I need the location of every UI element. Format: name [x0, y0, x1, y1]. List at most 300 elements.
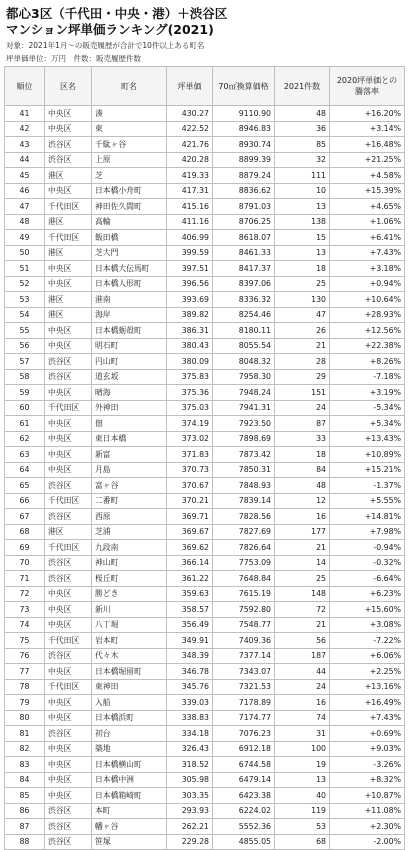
cell-change-rate: +16.49%	[330, 695, 405, 711]
cell-2021-count: 40	[275, 788, 330, 804]
cell-change-rate: -6.64%	[330, 571, 405, 587]
cell-2021-count: 28	[275, 354, 330, 370]
cell-ward: 渋谷区	[45, 152, 92, 168]
cell-tsubo-price: 370.67	[167, 478, 213, 494]
cell-town: 九段南	[92, 540, 167, 556]
cell-2021-count: 47	[275, 307, 330, 323]
cell-tsubo-price: 380.43	[167, 338, 213, 354]
cell-town: 幡ヶ谷	[92, 819, 167, 835]
cell-2021-count: 33	[275, 431, 330, 447]
cell-ward: 渋谷区	[45, 137, 92, 153]
table-row	[5, 772, 405, 788]
table-row	[5, 555, 405, 571]
cell-2021-count: 29	[275, 369, 330, 385]
cell-70sqm-price: 8417.37	[213, 261, 275, 277]
cell-70sqm-price: 7321.53	[213, 679, 275, 695]
table-row	[5, 524, 405, 540]
cell-rank: 75	[5, 633, 45, 649]
cell-town: 神山町	[92, 555, 167, 571]
cell-ward: 中央区	[45, 183, 92, 199]
cell-70sqm-price: 7958.30	[213, 369, 275, 385]
cell-change-rate: -0.32%	[330, 555, 405, 571]
cell-70sqm-price: 8879.24	[213, 168, 275, 184]
cell-change-rate: -7.18%	[330, 369, 405, 385]
cell-tsubo-price: 366.14	[167, 555, 213, 571]
table-row	[5, 478, 405, 494]
table-row	[5, 400, 405, 416]
cell-2021-count: 26	[275, 323, 330, 339]
cell-rank: 67	[5, 509, 45, 525]
cell-rank: 63	[5, 447, 45, 463]
cell-tsubo-price: 393.69	[167, 292, 213, 308]
table-row	[5, 323, 405, 339]
cell-70sqm-price: 8836.62	[213, 183, 275, 199]
table-row	[5, 230, 405, 246]
cell-70sqm-price: 7377.14	[213, 648, 275, 664]
cell-70sqm-price: 6479.14	[213, 772, 275, 788]
cell-70sqm-price: 9110.90	[213, 106, 275, 122]
cell-rank: 43	[5, 137, 45, 153]
cell-ward: 渋谷区	[45, 819, 92, 835]
cell-town: 本町	[92, 803, 167, 819]
cell-change-rate: -3.26%	[330, 757, 405, 773]
table-row	[5, 106, 405, 122]
cell-town: 新川	[92, 602, 167, 618]
cell-tsubo-price: 334.18	[167, 726, 213, 742]
cell-tsubo-price: 375.03	[167, 400, 213, 416]
cell-town: 日本橋人形町	[92, 276, 167, 292]
document-title	[6, 6, 227, 38]
cell-ward: 渋谷区	[45, 354, 92, 370]
cell-2021-count: 36	[275, 121, 330, 137]
cell-2021-count: 44	[275, 664, 330, 680]
table-row	[5, 695, 405, 711]
cell-rank: 70	[5, 555, 45, 571]
header-change-rate	[330, 67, 405, 106]
cell-tsubo-price: 305.98	[167, 772, 213, 788]
cell-change-rate: +6.06%	[330, 648, 405, 664]
cell-tsubo-price: 369.67	[167, 524, 213, 540]
table-row	[5, 276, 405, 292]
cell-change-rate: +12.56%	[330, 323, 405, 339]
table-row	[5, 369, 405, 385]
table-row	[5, 338, 405, 354]
cell-2021-count: 31	[275, 726, 330, 742]
table-row	[5, 152, 405, 168]
cell-70sqm-price: 5552.36	[213, 819, 275, 835]
table-row	[5, 540, 405, 556]
cell-town: 笹塚	[92, 834, 167, 850]
cell-2021-count: 18	[275, 261, 330, 277]
cell-tsubo-price: 375.83	[167, 369, 213, 385]
table-row	[5, 307, 405, 323]
cell-2021-count: 10	[275, 183, 330, 199]
cell-70sqm-price: 7948.24	[213, 385, 275, 401]
cell-town: 芝浦	[92, 524, 167, 540]
cell-town: 道玄坂	[92, 369, 167, 385]
cell-2021-count: 187	[275, 648, 330, 664]
cell-70sqm-price: 8055.54	[213, 338, 275, 354]
cell-town: 東	[92, 121, 167, 137]
cell-change-rate: +3.19%	[330, 385, 405, 401]
cell-tsubo-price: 356.49	[167, 617, 213, 633]
cell-70sqm-price: 8461.33	[213, 245, 275, 261]
cell-town: 千駄ヶ谷	[92, 137, 167, 153]
cell-2021-count: 12	[275, 493, 330, 509]
cell-town: 代々木	[92, 648, 167, 664]
cell-70sqm-price: 8899.39	[213, 152, 275, 168]
cell-rank: 88	[5, 834, 45, 850]
cell-70sqm-price: 8618.07	[213, 230, 275, 246]
cell-ward: 港区	[45, 245, 92, 261]
cell-rank: 69	[5, 540, 45, 556]
cell-ward: 中央区	[45, 323, 92, 339]
cell-2021-count: 53	[275, 819, 330, 835]
cell-ward: 中央区	[45, 664, 92, 680]
cell-town: 日本橋堀留町	[92, 664, 167, 680]
cell-rank: 64	[5, 462, 45, 478]
cell-town: 東神田	[92, 679, 167, 695]
cell-rank: 58	[5, 369, 45, 385]
cell-town: 佃	[92, 416, 167, 432]
cell-70sqm-price: 7941.31	[213, 400, 275, 416]
cell-ward: 渋谷区	[45, 509, 92, 525]
cell-ward: 渋谷区	[45, 555, 92, 571]
cell-change-rate: -2.00%	[330, 834, 405, 850]
table-row	[5, 261, 405, 277]
cell-change-rate: +5.55%	[330, 493, 405, 509]
cell-ward: 中央区	[45, 385, 92, 401]
cell-tsubo-price: 411.16	[167, 214, 213, 230]
cell-rank: 55	[5, 323, 45, 339]
cell-tsubo-price: 430.27	[167, 106, 213, 122]
cell-2021-count: 151	[275, 385, 330, 401]
cell-town: 築地	[92, 741, 167, 757]
cell-70sqm-price: 7898.69	[213, 431, 275, 447]
cell-ward: 千代田区	[45, 230, 92, 246]
cell-change-rate: +5.34%	[330, 416, 405, 432]
cell-change-rate: +8.32%	[330, 772, 405, 788]
cell-change-rate: +6.23%	[330, 586, 405, 602]
cell-town: 上原	[92, 152, 167, 168]
cell-tsubo-price: 339.03	[167, 695, 213, 711]
cell-tsubo-price: 371.83	[167, 447, 213, 463]
cell-rank: 82	[5, 741, 45, 757]
cell-change-rate: +3.18%	[330, 261, 405, 277]
cell-70sqm-price: 7615.19	[213, 586, 275, 602]
cell-town: 日本橋中洲	[92, 772, 167, 788]
cell-tsubo-price: 369.71	[167, 509, 213, 525]
table-row	[5, 602, 405, 618]
cell-rank: 48	[5, 214, 45, 230]
cell-change-rate: +2.25%	[330, 664, 405, 680]
cell-change-rate: +15.60%	[330, 602, 405, 618]
cell-rank: 51	[5, 261, 45, 277]
cell-change-rate: +4.65%	[330, 199, 405, 215]
cell-ward: 中央区	[45, 586, 92, 602]
cell-70sqm-price: 8336.32	[213, 292, 275, 308]
cell-change-rate: +28.93%	[330, 307, 405, 323]
cell-70sqm-price: 8946.83	[213, 121, 275, 137]
cell-town: 月島	[92, 462, 167, 478]
header-rank: 順位	[5, 67, 45, 106]
cell-rank: 83	[5, 757, 45, 773]
cell-ward: 中央区	[45, 431, 92, 447]
cell-2021-count: 16	[275, 695, 330, 711]
cell-ward: 千代田区	[45, 199, 92, 215]
cell-70sqm-price: 8180.11	[213, 323, 275, 339]
table-row	[5, 137, 405, 153]
cell-ward: 中央区	[45, 447, 92, 463]
cell-rank: 47	[5, 199, 45, 215]
cell-70sqm-price: 7548.77	[213, 617, 275, 633]
cell-tsubo-price: 419.33	[167, 168, 213, 184]
cell-tsubo-price: 420.28	[167, 152, 213, 168]
cell-ward: 中央区	[45, 757, 92, 773]
cell-change-rate: +9.03%	[330, 741, 405, 757]
cell-town: 日本橋小舟町	[92, 183, 167, 199]
table-row	[5, 741, 405, 757]
cell-town: 勝どき	[92, 586, 167, 602]
cell-town: 新富	[92, 447, 167, 463]
cell-town: 八丁堀	[92, 617, 167, 633]
cell-change-rate: +10.64%	[330, 292, 405, 308]
cell-2021-count: 21	[275, 540, 330, 556]
cell-change-rate: +0.69%	[330, 726, 405, 742]
cell-2021-count: 119	[275, 803, 330, 819]
header-70sqm-price: 70㎡換算価格	[213, 67, 275, 106]
cell-tsubo-price: 346.78	[167, 664, 213, 680]
cell-town: 富ヶ谷	[92, 478, 167, 494]
cell-change-rate: +21.25%	[330, 152, 405, 168]
cell-ward: 中央区	[45, 106, 92, 122]
cell-rank: 77	[5, 664, 45, 680]
cell-rank: 79	[5, 695, 45, 711]
table-row	[5, 648, 405, 664]
table-row	[5, 245, 405, 261]
cell-70sqm-price: 7923.50	[213, 416, 275, 432]
cell-town: 外神田	[92, 400, 167, 416]
cell-rank: 56	[5, 338, 45, 354]
cell-2021-count: 148	[275, 586, 330, 602]
cell-change-rate: +4.58%	[330, 168, 405, 184]
title-line-1: 都心3区（千代田・中央・港）＋渋谷区	[6, 6, 228, 21]
cell-ward: 渋谷区	[45, 478, 92, 494]
cell-rank: 41	[5, 106, 45, 122]
cell-70sqm-price: 6744.58	[213, 757, 275, 773]
cell-70sqm-price: 7178.89	[213, 695, 275, 711]
cell-70sqm-price: 7076.23	[213, 726, 275, 742]
cell-tsubo-price: 415.16	[167, 199, 213, 215]
cell-ward: 千代田区	[45, 679, 92, 695]
cell-70sqm-price: 7828.56	[213, 509, 275, 525]
cell-70sqm-price: 6224.02	[213, 803, 275, 819]
cell-rank: 57	[5, 354, 45, 370]
cell-2021-count: 13	[275, 199, 330, 215]
cell-70sqm-price: 7174.77	[213, 710, 275, 726]
cell-2021-count: 24	[275, 679, 330, 695]
cell-rank: 78	[5, 679, 45, 695]
cell-2021-count: 87	[275, 416, 330, 432]
cell-town: 日本橋横山町	[92, 757, 167, 773]
cell-rank: 45	[5, 168, 45, 184]
cell-tsubo-price: 293.93	[167, 803, 213, 819]
cell-town: 日本橋蛎殻町	[92, 323, 167, 339]
cell-ward: 中央区	[45, 772, 92, 788]
table-row	[5, 664, 405, 680]
cell-tsubo-price: 348.39	[167, 648, 213, 664]
cell-ward: 中央区	[45, 261, 92, 277]
cell-town: 日本橋浜町	[92, 710, 167, 726]
cell-tsubo-price: 399.59	[167, 245, 213, 261]
cell-change-rate: +22.38%	[330, 338, 405, 354]
cell-2021-count: 21	[275, 338, 330, 354]
cell-2021-count: 18	[275, 447, 330, 463]
table-row	[5, 803, 405, 819]
ranking-table	[4, 66, 405, 850]
cell-tsubo-price: 417.31	[167, 183, 213, 199]
cell-70sqm-price: 7827.69	[213, 524, 275, 540]
cell-ward: 渋谷区	[45, 803, 92, 819]
cell-ward: 渋谷区	[45, 571, 92, 587]
cell-70sqm-price: 7848.93	[213, 478, 275, 494]
cell-70sqm-price: 6912.18	[213, 741, 275, 757]
table-row	[5, 710, 405, 726]
cell-tsubo-price: 262.21	[167, 819, 213, 835]
cell-70sqm-price: 7753.09	[213, 555, 275, 571]
cell-2021-count: 24	[275, 400, 330, 416]
cell-rank: 52	[5, 276, 45, 292]
cell-tsubo-price: 389.82	[167, 307, 213, 323]
cell-change-rate: +16.20%	[330, 106, 405, 122]
cell-70sqm-price: 7343.07	[213, 664, 275, 680]
cell-tsubo-price: 303.35	[167, 788, 213, 804]
cell-change-rate: +8.26%	[330, 354, 405, 370]
cell-rank: 62	[5, 431, 45, 447]
cell-2021-count: 16	[275, 509, 330, 525]
cell-2021-count: 15	[275, 230, 330, 246]
cell-tsubo-price: 358.57	[167, 602, 213, 618]
table-row	[5, 183, 405, 199]
cell-ward: 港区	[45, 168, 92, 184]
cell-rank: 44	[5, 152, 45, 168]
cell-70sqm-price: 7826.64	[213, 540, 275, 556]
cell-70sqm-price: 4855.05	[213, 834, 275, 850]
cell-rank: 72	[5, 586, 45, 602]
cell-tsubo-price: 421.76	[167, 137, 213, 153]
cell-ward: 千代田区	[45, 400, 92, 416]
cell-rank: 76	[5, 648, 45, 664]
cell-tsubo-price: 345.76	[167, 679, 213, 695]
cell-2021-count: 138	[275, 214, 330, 230]
table-header-row	[5, 67, 405, 106]
cell-ward: 港区	[45, 214, 92, 230]
cell-70sqm-price: 6423.38	[213, 788, 275, 804]
cell-change-rate: +13.16%	[330, 679, 405, 695]
cell-change-rate: +11.08%	[330, 803, 405, 819]
cell-ward: 港区	[45, 292, 92, 308]
cell-change-rate: +7.43%	[330, 245, 405, 261]
cell-ward: 港区	[45, 524, 92, 540]
cell-town: 高輪	[92, 214, 167, 230]
table-row	[5, 214, 405, 230]
cell-2021-count: 68	[275, 834, 330, 850]
cell-change-rate: +15.39%	[330, 183, 405, 199]
cell-change-rate: +2.30%	[330, 819, 405, 835]
table-row	[5, 416, 405, 432]
cell-2021-count: 13	[275, 772, 330, 788]
cell-ward: 中央区	[45, 121, 92, 137]
cell-town: 海岸	[92, 307, 167, 323]
cell-2021-count: 25	[275, 571, 330, 587]
cell-rank: 50	[5, 245, 45, 261]
cell-70sqm-price: 7850.31	[213, 462, 275, 478]
cell-town: 飯田橋	[92, 230, 167, 246]
cell-2021-count: 21	[275, 617, 330, 633]
cell-ward: 中央区	[45, 602, 92, 618]
table-row	[5, 586, 405, 602]
cell-change-rate: +10.89%	[330, 447, 405, 463]
cell-change-rate: -0.94%	[330, 540, 405, 556]
cell-tsubo-price: 349.91	[167, 633, 213, 649]
cell-change-rate: +13.43%	[330, 431, 405, 447]
cell-2021-count: 48	[275, 106, 330, 122]
cell-2021-count: 14	[275, 555, 330, 571]
cell-ward: 渋谷区	[45, 369, 92, 385]
cell-town: 芝大門	[92, 245, 167, 261]
cell-rank: 74	[5, 617, 45, 633]
cell-ward: 中央区	[45, 741, 92, 757]
title-line-2: マンション坪単価ランキング(2021)	[6, 22, 214, 37]
cell-change-rate: +7.98%	[330, 524, 405, 540]
cell-rank: 87	[5, 819, 45, 835]
cell-change-rate: -1.37%	[330, 478, 405, 494]
cell-town: 桜丘町	[92, 571, 167, 587]
cell-tsubo-price: 369.62	[167, 540, 213, 556]
cell-tsubo-price: 370.73	[167, 462, 213, 478]
cell-70sqm-price: 8397.06	[213, 276, 275, 292]
table-row	[5, 834, 405, 850]
cell-rank: 59	[5, 385, 45, 401]
cell-change-rate: -5.34%	[330, 400, 405, 416]
cell-town: 日本橋大伝馬町	[92, 261, 167, 277]
cell-rank: 65	[5, 478, 45, 494]
cell-town: 港南	[92, 292, 167, 308]
header-2021-count: 2021件数	[275, 67, 330, 106]
cell-ward: 港区	[45, 307, 92, 323]
cell-2021-count: 25	[275, 276, 330, 292]
cell-tsubo-price: 318.52	[167, 757, 213, 773]
cell-town: 円山町	[92, 354, 167, 370]
cell-2021-count: 177	[275, 524, 330, 540]
cell-change-rate: +7.43%	[330, 710, 405, 726]
cell-change-rate: +16.48%	[330, 137, 405, 153]
cell-ward: 渋谷区	[45, 834, 92, 850]
cell-2021-count: 32	[275, 152, 330, 168]
cell-change-rate: +10.87%	[330, 788, 405, 804]
cell-rank: 80	[5, 710, 45, 726]
cell-town: 西原	[92, 509, 167, 525]
cell-2021-count: 56	[275, 633, 330, 649]
cell-rank: 42	[5, 121, 45, 137]
cell-2021-count: 100	[275, 741, 330, 757]
header-change-line-2: 騰落率	[355, 87, 379, 96]
cell-2021-count: 13	[275, 245, 330, 261]
cell-ward: 中央区	[45, 695, 92, 711]
cell-ward: 渋谷区	[45, 648, 92, 664]
cell-town: 入船	[92, 695, 167, 711]
cell-2021-count: 111	[275, 168, 330, 184]
